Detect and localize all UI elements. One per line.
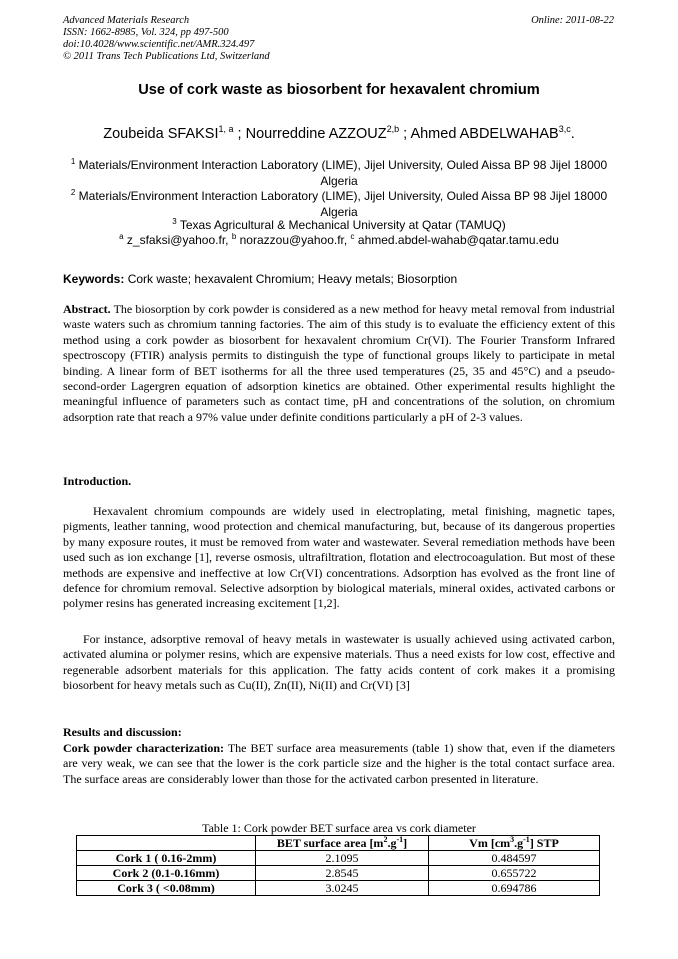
author-sup: 2,b	[386, 124, 400, 134]
journal-doi: doi:10.4028/www.scientific.net/AMR.324.497	[63, 39, 255, 50]
introduction-heading: Introduction.	[63, 474, 132, 488]
email-sup: c	[350, 232, 355, 241]
abstract-text: The biosorption by cork powder is considered as a new method for heavy metal removal from industrial waste waters such as chromium tanning factories. The aim of this study is to evaluate the efficiency extent of this method using a cork powder as biosorbent for hexavalent chromium Cr(VI). The Fourier Transform Infrared spectroscopy (FTIR) analysis permits to distinguish the type of functional groups likely to participate in metal binding. A linear form of BET isotherms for all the three used temperatures (25, 35 and 45°C) and a pseudo-second-order Lagergren equation of adsorption kinetics are obtained. Other experimental results highlight the meaningful influence of parameters such as contact time, pH and concentrations of the solution, on chromium adsorption rate that reach a 97% value under definite conditions particularly a pH of 2-3 values.	[63, 302, 615, 424]
table-header-empty	[77, 836, 256, 851]
table-cell-bet: 2.1095	[256, 851, 429, 866]
journal-copyright: © 2011 Trans Tech Publications Ltd, Switzerland	[63, 51, 270, 62]
affiliation-text: Texas Agricultural & Mechanical University at Qatar (TAMUQ)	[179, 218, 506, 232]
table-row-label: Cork 3 ( <0.08mm)	[77, 881, 256, 896]
results-paragraph	[63, 741, 615, 787]
email-sup: a	[119, 232, 124, 241]
journal-header	[63, 15, 270, 63]
table-row-label: Cork 2 (0.1-0.16mm)	[77, 866, 256, 881]
author-name: Zoubeida SFAKSI	[103, 125, 219, 142]
email-sup: b	[231, 232, 237, 241]
paper-title: Use of cork waste as biosorbent for hexavalent chromium	[138, 82, 540, 98]
journal-issn: ISSN: 1662-8985, Vol. 324, pp 497-500	[63, 27, 229, 38]
table-caption: Table 1: Cork powder BET surface area vs cork diameter	[202, 821, 476, 835]
table-cell-bet: 3.0245	[256, 881, 429, 896]
table-cell-vm: 0.484597	[429, 851, 600, 866]
email-link[interactable]: ahmed.abdel-wahab@qatar.tamu.edu	[357, 233, 559, 247]
journal-name: Advanced Materials Research	[63, 15, 190, 26]
introduction-paragraph-2: For instance, adsorptive removal of heavy metals in wastewater is usually achieved using activated carbon, activated alumina or polymer resins, which are expensive materials. Thus a need exists for low cost, effective and regenerable adsorbent materials for this application. The fatty acids content of cork makes it a promising biosorbent for heavy metals such as Cu(II), Zn(II), Ni(II) and Cr(VI) [3]	[63, 632, 615, 693]
table-header-row	[77, 836, 600, 851]
author-sup: 3,c	[558, 124, 571, 134]
keywords-label: Keywords:	[63, 272, 125, 286]
author-sup: 1, a	[218, 124, 234, 134]
introduction-paragraph-1: Hexavalent chromium compounds are widely used in electroplating, metal finishing, magnetic tapes, pigments, leather tanning, wood protection and chemical manufacturing, but, because of its dangerous properties by many exposure routes, it must be removed from water and wastewater. Several remediation methods have been used such as ion exchange [1], reverse osmosis, ultrafiltration, flotation and electrocoagulation. But most of these methods are expensive and ineffective at low Cr(VI) concentrations. Adsorption has evolved as the front line of defence for chromium removal. Selective adsorption by biological materials, mineral oxides, activated carbons or polymer resins has generated increasing excitement [1,2].	[63, 504, 615, 611]
keywords	[63, 272, 457, 286]
affiliation-sup: 2	[70, 188, 76, 197]
abstract-label: Abstract.	[63, 302, 111, 316]
table-1	[76, 835, 600, 896]
affiliation-text: Materials/Environment Interaction Laboratory (LIME), Jijel University, Ouled Aissa BP 98 Jijel 18000 Algeria	[78, 158, 608, 188]
table-cell-bet: 2.8545	[256, 866, 429, 881]
abstract	[63, 302, 615, 425]
author-emails	[63, 229, 615, 249]
table-cell-vm: 0.694786	[429, 881, 600, 896]
table-header-vm: Vm $[cm^3.g^{-1}]$ STP	[429, 836, 600, 851]
table-header-bet: BET surface area $[m^2.g^{-1}]$	[256, 836, 429, 851]
author-name: Nourreddine AZZOUZ	[245, 125, 387, 142]
results-heading: Results and discussion:	[63, 725, 182, 739]
author-list: Zoubeida SFAKSI$^{1, a}$ ; Nourreddine AZZOUZ$^{2,b}$ ; Ahmed ABDELWAHAB$^{3,c}$.	[103, 124, 575, 142]
results-subheading: Cork powder characterization:	[63, 741, 225, 755]
online-date: Online: 2011-08-22	[531, 15, 614, 26]
table-row	[77, 881, 600, 896]
table-row	[77, 851, 600, 866]
email-link[interactable]: z_sfaksi@yahoo.fr,	[126, 233, 229, 247]
table-row-label: Cork 1 ( 0.16-2mm)	[77, 851, 256, 866]
author-name: Ahmed ABDELWAHAB	[410, 125, 559, 142]
table-row	[77, 866, 600, 881]
results-text: The BET surface area measurements (table 1) show that, even if the diameters are very weak, we can see that the lower is the cork particle size and the higher is the total contact surface area. The surface areas are considerably lower than those for the activated carbon presented in literature.	[63, 741, 615, 786]
table-cell-vm: 0.655722	[429, 866, 600, 881]
affiliation-sup: 3	[172, 217, 177, 226]
keywords-text: Cork waste; hexavalent Chromium; Heavy metals; Biosorption	[127, 272, 458, 286]
affiliation-sup: 1	[70, 157, 76, 166]
affiliation-1	[63, 154, 615, 189]
affiliation-text: Materials/Environment Interaction Laboratory (LIME), Jijel University, Ouled Aissa BP 98 Jijel 18000 Algeria	[78, 189, 608, 219]
email-link[interactable]: norazzou@yahoo.fr,	[239, 233, 348, 247]
